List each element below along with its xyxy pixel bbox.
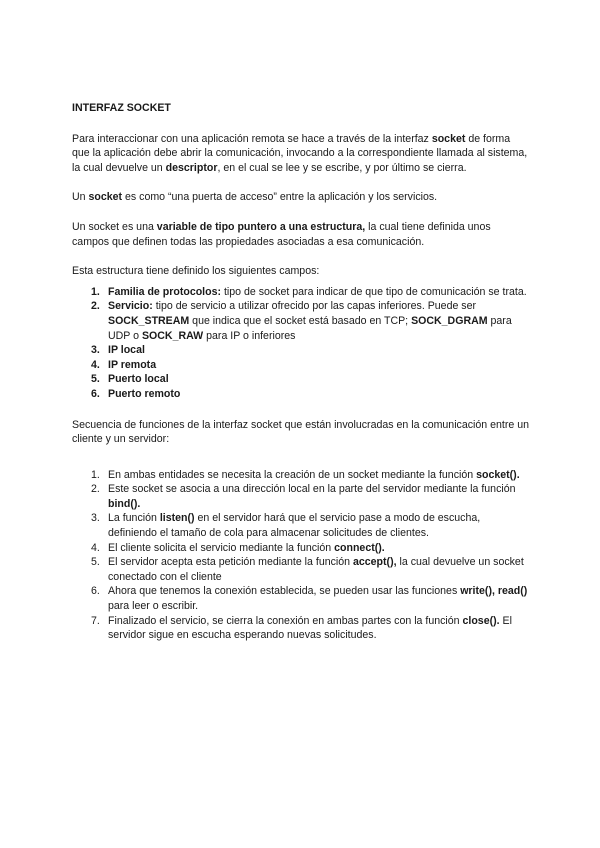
- text-run: En ambas entidades se necesita la creación de un socket mediante la función: [108, 468, 477, 481]
- text-run: Este socket se asocia a una dirección local en la parte del servidor mediante la función: [108, 483, 516, 496]
- list-item: [72, 541, 530, 556]
- list-number: 5.: [91, 556, 100, 569]
- list-number: 3.: [91, 344, 100, 357]
- bold-run: socket().: [476, 468, 520, 481]
- list-number: 5.: [91, 373, 100, 386]
- list-number: 6.: [91, 585, 100, 598]
- text-run: El servidor sigue en escucha esperando nuevas solicitudes.: [108, 614, 512, 642]
- text-run: Un socket es una: [72, 220, 157, 233]
- text-run: la cual devuelve un socket conectado con el cliente: [108, 556, 524, 583]
- bold-run: SOCK_DGRAM: [411, 314, 488, 327]
- text-run: Un: [72, 191, 89, 204]
- fields-intro-paragraph: Esta estructura tiene definido los siguientes campos:: [72, 265, 320, 278]
- text-run: El cliente solicita el servicio mediante la función: [108, 541, 335, 554]
- text-run: La función: [108, 512, 160, 525]
- list-number: 4.: [91, 541, 100, 554]
- bold-run: SOCK_RAW: [141, 329, 204, 342]
- bold-run: listen(): [159, 512, 195, 525]
- list-item: [72, 482, 530, 511]
- list-item: [72, 614, 530, 643]
- list-number: 1.: [91, 285, 100, 298]
- bold-run: Familia de protocolos:: [108, 285, 222, 298]
- document-title: INTERFAZ SOCKET: [72, 102, 171, 114]
- text-run: en el servidor hará que el servicio pase a modo de escucha, definiendo el tamaño de cola para almacenar solicitudes de clientes.: [108, 512, 481, 540]
- bold-run: variable de tipo puntero a una estructura,: [156, 220, 366, 233]
- intro-paragraph: [72, 132, 530, 176]
- text-run: de forma que la aplicación debe abrir la comunicación, invocando a la correspondiente llamada al sistema, la cual devuelve un: [72, 132, 528, 174]
- steps-list: [72, 468, 530, 643]
- list-item: [72, 387, 530, 402]
- list-item: [72, 299, 530, 343]
- bold-run: Servicio:: [108, 300, 153, 313]
- text-run: Ahora que tenemos la conexión establecida, se pueden usar las funciones: [108, 585, 461, 598]
- bold-run: IP local: [108, 344, 145, 357]
- text-run: que indica que el socket está basado en TCP;: [189, 314, 412, 327]
- list-item: [72, 584, 530, 613]
- socket-definition-paragraph: [72, 190, 530, 205]
- structure-paragraph: [72, 220, 530, 249]
- text-run: para IP o inferiores: [203, 329, 296, 342]
- list-item: [72, 555, 530, 584]
- list-number: 2.: [91, 300, 100, 313]
- list-number: 4.: [91, 358, 100, 371]
- text-run: tipo de socket para indicar de que tipo de comunicación se trata.: [221, 285, 527, 298]
- bold-run: write(),: [460, 585, 495, 598]
- text-run: para UDP o: [108, 314, 512, 342]
- list-number: 7.: [91, 614, 100, 627]
- bold-run: SOCK_STREAM: [108, 314, 190, 327]
- bold-run: read(): [497, 585, 528, 598]
- list-item: [72, 358, 530, 373]
- text-run: es como “una puerta de acceso” entre la aplicación y los servicios.: [122, 191, 438, 204]
- text-run: para leer o escribir.: [108, 600, 199, 613]
- list-item: [72, 372, 530, 387]
- text-run: , en el cual se lee y se escribe, y por último se cierra.: [217, 161, 467, 174]
- text-run: tipo de servicio a utilizar ofrecido por las capas inferiores. Puede ser: [152, 300, 477, 313]
- list-item: [72, 285, 530, 300]
- bold-run: descriptor: [165, 161, 218, 174]
- bold-run: close().: [462, 614, 500, 627]
- text-run: Finalizado el servicio, se cierra la conexión en ambas partes con la función: [108, 614, 463, 627]
- list-item: [72, 511, 530, 540]
- bold-run: socket: [431, 132, 466, 145]
- sequence-intro-paragraph: Secuencia de funciones de la interfaz socket que están involucradas en la comunicación entre un cliente y un servidor:: [72, 418, 529, 446]
- list-number: 6.: [91, 387, 100, 400]
- text-run: El servidor acepta esta petición mediante la función: [108, 556, 353, 569]
- list-number: 1.: [91, 468, 100, 481]
- list-item: [72, 468, 530, 483]
- list-number: 2.: [91, 483, 100, 496]
- list-item: [72, 343, 530, 358]
- bold-run: socket: [88, 191, 123, 204]
- bold-run: Puerto local: [108, 373, 169, 386]
- fields-list: [72, 285, 530, 402]
- bold-run: Puerto remoto: [108, 387, 181, 400]
- bold-run: accept(),: [352, 556, 397, 569]
- bold-run: bind().: [108, 497, 141, 510]
- text-run: Para interaccionar con una aplicación remota se hace a través de la interfaz: [72, 132, 432, 145]
- bold-run: IP remota: [108, 358, 157, 371]
- bold-run: connect().: [334, 541, 385, 554]
- text-run: la cual tiene definida unos campos que definen todas las propiedades asociadas a esa comunicación.: [72, 220, 491, 248]
- list-number: 3.: [91, 512, 100, 525]
